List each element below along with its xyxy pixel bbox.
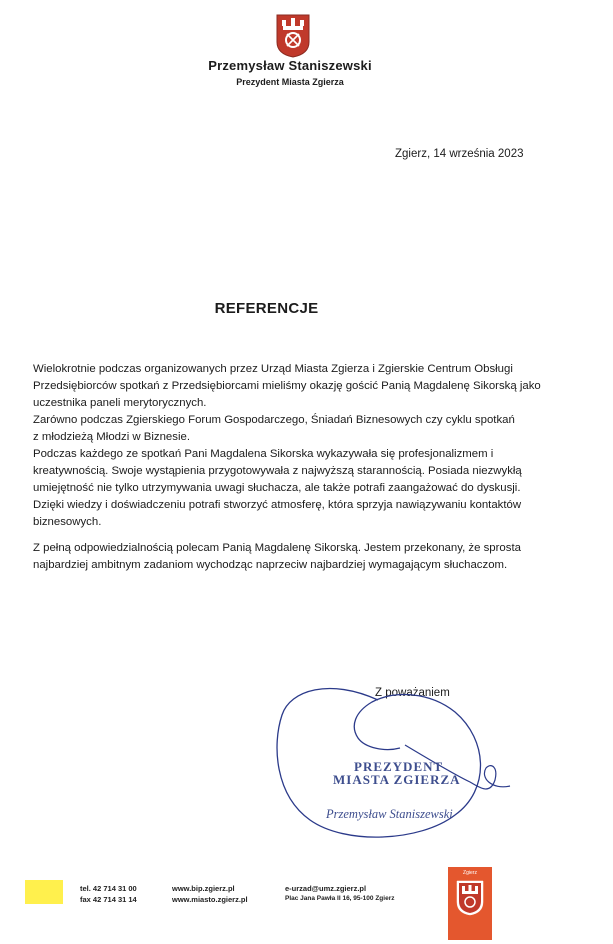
closing-text: Z poważaniem [375,687,450,699]
city-crest-icon [276,14,310,58]
footer-fax: fax 42 714 31 14 [80,895,137,904]
letter-date: Zgierz, 14 września 2023 [395,148,524,160]
body-line: Przedsiębiorców spotkań z Przedsiębiorcami mieliśmy okazję gościć Panią Magdalenę Sikorską jako [33,380,541,392]
body-line: Zarówno podczas Zgierskiego Forum Gospodarczego, Śniadań Biznesowych czy cyklu spotkań [33,414,515,426]
author-name: Przemysław Staniszewski [208,58,372,73]
body-line: Z pełną odpowiedzialnością polecam Panią Magdalenę Sikorską. Jestem przekonany, że sprosta [33,542,521,554]
body-line: z młodzieżą Młodzi w Biznesie. [33,431,190,443]
stamp-signatory-name: Przemysław Staniszewski [326,807,453,821]
body-line: kreatywnością. Swoje wystąpienia przygotowywała z najwyższą starannością. Posiada niezwykłą [33,465,522,477]
body-line: najbardziej ambitnym zadaniom wychodząc naprzeciw najbardziej wymagającym słuchaczom. [33,559,508,571]
footer-website-city[interactable]: www.miasto.zgierz.pl [172,895,248,904]
stamp-line-2: MIASTA ZGIERZA [333,772,461,787]
body-line: biznesowych. [33,516,102,528]
author-title: Prezydent Miasta Zgierza [236,77,344,87]
footer-website-bip[interactable]: www.bip.zgierz.pl [172,884,235,893]
footer-email[interactable]: e-urzad@umz.zgierz.pl [285,884,367,893]
body-line: Dzięki wiedzy i doświadczeniu potrafi stworzyć atmosferę, która sprzyja nawiązywaniu kontaktów [33,499,522,511]
body-line: Podczas każdego ze spotkań Pani Magdalena Sikorska wykazywała się profesjonalizmem i [33,448,494,460]
footer-crest-icon [456,880,484,916]
footer-accent-block [25,880,63,904]
letter-heading: REFERENCJE [214,300,319,317]
stamp-line-1: PREZYDENT [354,759,444,774]
body-line: uczestnika paneli merytorycznych. [33,397,207,409]
body-line: Wielokrotnie podczas organizowanych przez Urząd Miasta Zgierza i Zgierskie Centrum Obsługi [33,363,513,375]
footer-badge-label: Zgierz [463,870,477,876]
footer-phone: tel. 42 714 31 00 [80,884,137,893]
footer-address: Plac Jana Pawła II 16, 95-100 Zgierz [285,895,395,902]
body-line: umiejętność nie tylko utrzymywania uwagi słuchacza, ale także potrafi zaangażować do dyskusji. [33,482,521,494]
